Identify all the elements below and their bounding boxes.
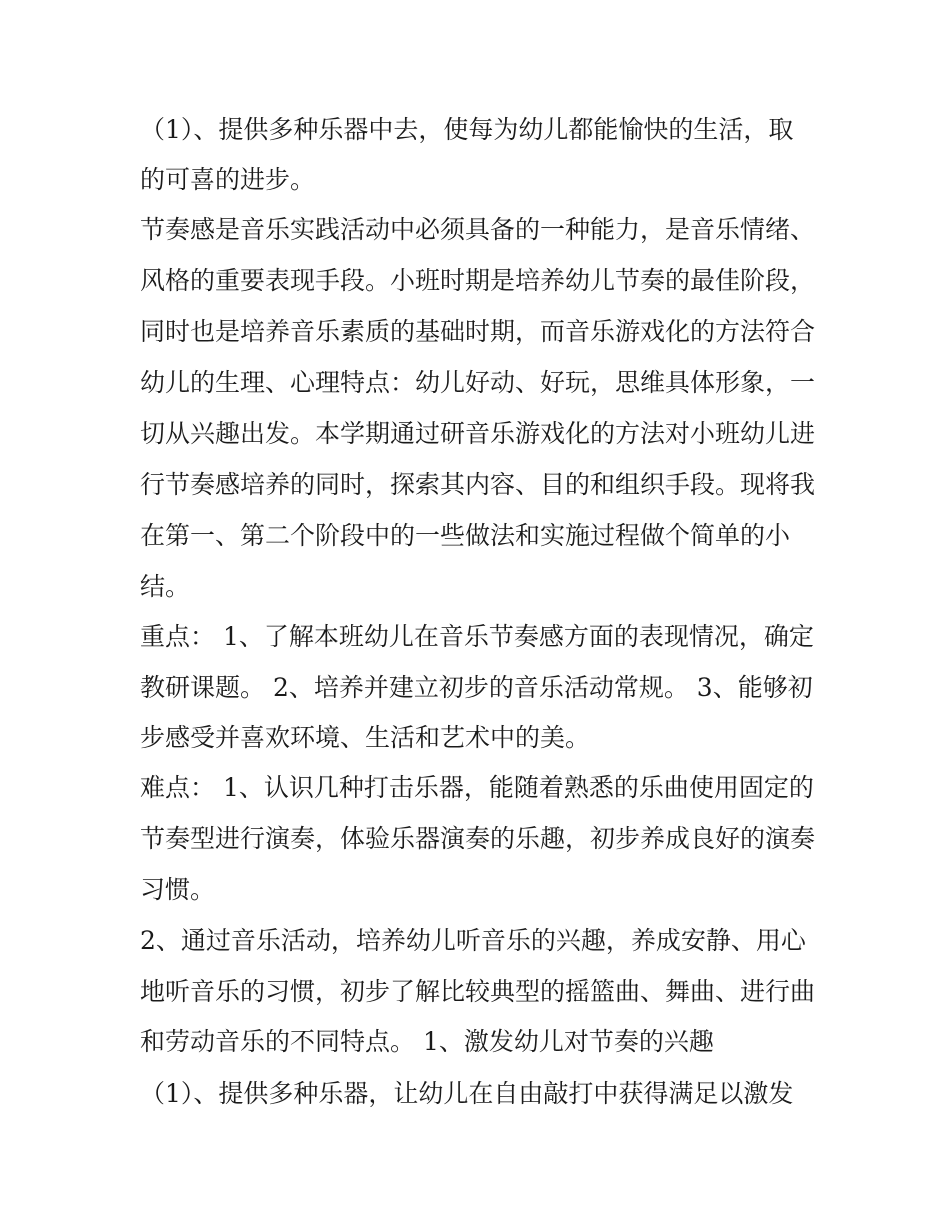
text-line: 在第一、第二个阶段中的一些做法和实施过程做个简单的小	[140, 521, 791, 550]
text-line: 节奏型进行演奏，体验乐器演奏的乐趣，初步养成良好的演奏	[140, 824, 816, 853]
text-line: 节奏感是音乐实践活动中必须具备的一种能力，是音乐情绪、	[140, 215, 816, 244]
text-line: 难点： 1、认识几种打击乐器，能随着熟悉的乐曲使用固定的	[140, 773, 814, 802]
text-line: 重点： 1、了解本班幼儿在音乐节奏感方面的表现情况，确定	[140, 622, 814, 651]
text-line: 步感受并喜欢环境、生活和艺术中的美。	[140, 723, 591, 752]
text-line: 行节奏感培养的同时，探索其内容、目的和组织手段。现将我	[140, 470, 816, 499]
text-line: 教研课题。 2、培养并建立初步的音乐活动常规。 3、能够初	[140, 673, 813, 702]
text-line: 切从兴趣出发。本学期通过研音乐游戏化的方法对小班幼儿进	[140, 419, 816, 448]
text-line: 幼儿的生理、心理特点：幼儿好动、好玩，思维具体形象，一	[140, 368, 816, 397]
text-line: 和劳动音乐的不同特点。 1、激发幼儿对节奏的兴趣	[140, 1027, 714, 1056]
text-line: 2、通过音乐活动，培养幼儿听音乐的兴趣，养成安静、用心	[140, 926, 806, 955]
text-line: 风格的重要表现手段。小班时期是培养幼儿节奏的最佳阶段，	[140, 266, 816, 295]
text-line: 习惯。	[140, 875, 216, 904]
text-line: 地听音乐的习惯，初步了解比较典型的摇篮曲、舞曲、进行曲	[140, 977, 816, 1006]
text-line: 的可喜的进步。	[140, 165, 316, 194]
text-line: 结。	[140, 572, 191, 601]
text-line: （1）、提供多种乐器，让幼儿在自由敲打中获得满足以激发	[140, 1079, 794, 1108]
text-line: 同时也是培养音乐素质的基础时期，而音乐游戏化的方法符合	[140, 317, 816, 346]
text-line: （1）、提供多种乐器中去，使每为幼儿都能愉快的生活，取	[140, 115, 794, 144]
